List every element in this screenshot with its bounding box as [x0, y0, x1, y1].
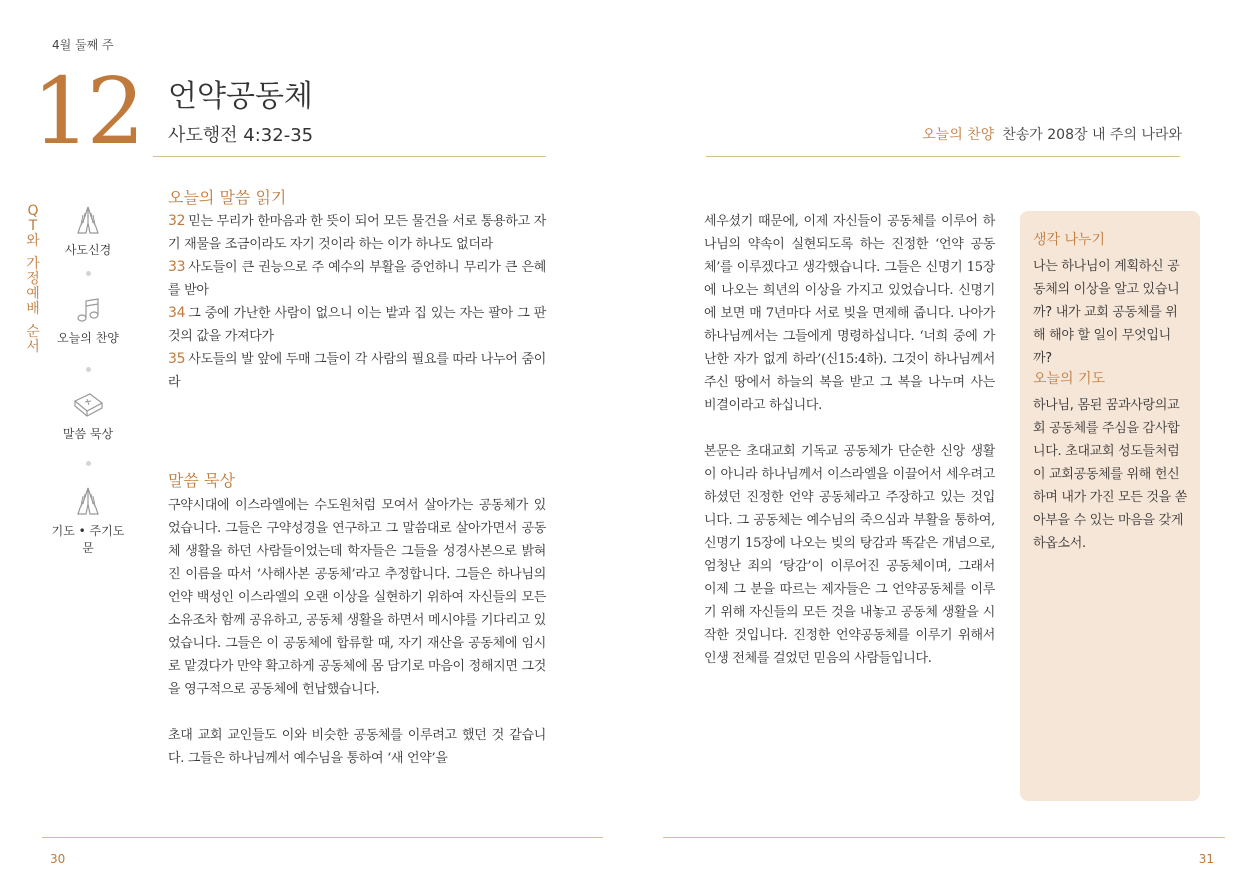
divider-dot [86, 271, 91, 276]
week-label: 4월 둘째 주 [52, 38, 114, 52]
header-rule-right [706, 156, 1180, 157]
hymn-value: 찬송가 208장 내 주의 나라와 [1002, 127, 1182, 143]
footer-rule-right [663, 837, 1225, 838]
prayer-heading: 오늘의 기도 [1033, 371, 1106, 387]
footer-rule-left [42, 837, 603, 838]
reading-heading: 오늘의 말씀 읽기 [168, 188, 287, 207]
sidebar-item-word-meditation [48, 391, 128, 442]
day-number: 12 [32, 58, 142, 165]
scripture-passage: 사도행전 4:32-35 [168, 125, 314, 146]
share-heading: 생각 나누기 [1033, 232, 1106, 248]
sidebar-item-prayer [48, 486, 128, 556]
page-title: 언약공동체 [168, 79, 313, 114]
meditation-continued [704, 210, 995, 670]
verse-text: 그 중에 가난한 사람이 없으니 이는 밭과 집 있는 자는 팔아 그 판 것의 값을 가져다가 [168, 306, 546, 344]
prayer-text: 하나님, 몸된 꿈과사랑의교회 공동체를 주심을 감사합니다. 초대교회 성도들처럼 이 교회공동체를 위해 헌신하며 내가 가진 모든 것을 쏟아부을 수 있는 마음을 갖게 하옵소서. [1033, 398, 1187, 551]
verse [168, 348, 546, 394]
worship-order-vertical-label: Q T 와 가 정 예 배 순 서 [26, 203, 40, 355]
hymn-label: 오늘의 찬양 [922, 127, 995, 143]
meditation-paragraph: 세우셨기 때문에, 이제 자신들이 공동체를 이루어 하나님의 약속이 실현되도록 하는 진정한 ‘언약 공동체’를 이루겠다고 생각했습니다. 그들은 신명기 15장에 나오는 희년의 이상을 가지고 있었습니다. 신명기에 보면 매 7년마다 서로 빚을 면제해 줍니다. 나아가 하나님께서는 그들에게 명령하십니다. ‘너희 중에 가난한 자가 없게 하라’(신15:4하). 그것이 하나님께서 주신 땅에서 하늘의 복을 받고 그 복을 나누며 사는 비결이라고 하십니다. [704, 214, 995, 413]
verse-text: 사도들의 발 앞에 두매 그들이 각 사람의 필요를 따라 나누어 줌이라 [168, 352, 546, 390]
meditation-body [168, 494, 546, 770]
sidebar-item-label: 사도신경 [64, 243, 112, 257]
music-note-icon [76, 297, 100, 323]
sidebar-item-todays-hymn [48, 297, 128, 346]
verse-text: 사도들이 큰 권능으로 주 예수의 부활을 증언하니 무리가 큰 은혜를 받아 [168, 260, 546, 298]
page-number-left: 30 [50, 852, 66, 866]
share-text: 나는 하나님이 계획하신 공동체의 이상을 알고 있습니까? 내가 교회 공동체를 위해 해야 할 일이 무엇입니까? [1033, 259, 1180, 366]
reflection-box [1020, 211, 1200, 801]
verse-number: 34 [168, 305, 186, 321]
verse-number: 32 [168, 213, 186, 229]
reading-verses [168, 210, 546, 394]
verse-text: 믿는 무리가 한마음과 한 뜻이 되어 모든 물건을 서로 통용하고 자기 재물을 조금이라도 자기 것이라 하는 이가 하나도 없더라 [168, 214, 546, 252]
meditation-heading: 말씀 묵상 [168, 471, 235, 490]
divider-dot [86, 367, 91, 372]
header-rule-left [153, 156, 546, 157]
meditation-paragraph: 구약시대에 이스라엘에는 수도원처럼 모여서 살아가는 공동체가 있었습니다. 그들은 구약성경을 연구하고 그 말씀대로 살아가면서 공동체 생활을 하던 사람들이었는데 학자들은 그들을 성경사본으로 밝혀진 이름을 따서 ‘사해사본 공동체’라고 추정합니다. 그들은 하나님의 언약 백성인 이스라엘의 오랜 이상을 실현하기 위하여 자신들의 모든 소유조차 함께 공유하고, 공동체 생활을 하면서 메시야를 기다리고 있었습니다. 그들은 이 공동체에 합류할 때, 자기 재산을 공동체에 임시로 맡겼다가 만약 확고하게 공동체에 몸 담기로 마음이 정해지면 그것을 영구적으로 공동체에 헌납했습니다. [168, 498, 546, 697]
sidebar-item-apostles-creed [48, 205, 128, 258]
praying-hands-icon [72, 486, 104, 516]
todays-hymn [922, 124, 1182, 144]
meditation-paragraph: 본문은 초대교회 기독교 공동체가 단순한 신앙 생활이 아니라 하나님께서 이스라엘을 이끌어서 세우려고 하셨던 진정한 언약 공동체라고 주장하고 있는 것입니다. 그 공동체는 예수님의 죽으심과 부활을 통하여, 신명기 15장에 나오는 빚의 탕감과 똑같은 개념으로, 엄청난 죄의 ‘탕감’이 이루어진 공동체이며, 그래서 이제 그 분을 따르는 제자들은 그 언약공동체를 이루기 위해 자신들의 모든 것을 내놓고 공동체 생활을 시작한 것입니다. 진정한 언약공동체를 이루기 위해서 인생 전체를 걸었던 믿음의 사람들입니다. [704, 444, 995, 666]
page-number-right: 31 [1198, 852, 1214, 866]
verse [168, 302, 546, 348]
verse-number: 35 [168, 351, 186, 367]
praying-hands-icon [72, 205, 104, 235]
verse-number: 33 [168, 259, 186, 275]
sidebar-item-label: 말씀 묵상 [62, 427, 114, 441]
sidebar-item-label: 기도 • 주기도문 [51, 524, 125, 555]
verse [168, 210, 546, 256]
divider-dot [86, 461, 91, 466]
bible-book-icon [72, 391, 104, 419]
sidebar-item-label: 오늘의 찬양 [57, 331, 119, 345]
verse [168, 256, 546, 302]
meditation-paragraph: 초대 교회 교인들도 이와 비슷한 공동체를 이루려고 했던 것 같습니다. 그들은 하나님께서 예수님을 통하여 ‘새 언약’을 [168, 728, 546, 766]
